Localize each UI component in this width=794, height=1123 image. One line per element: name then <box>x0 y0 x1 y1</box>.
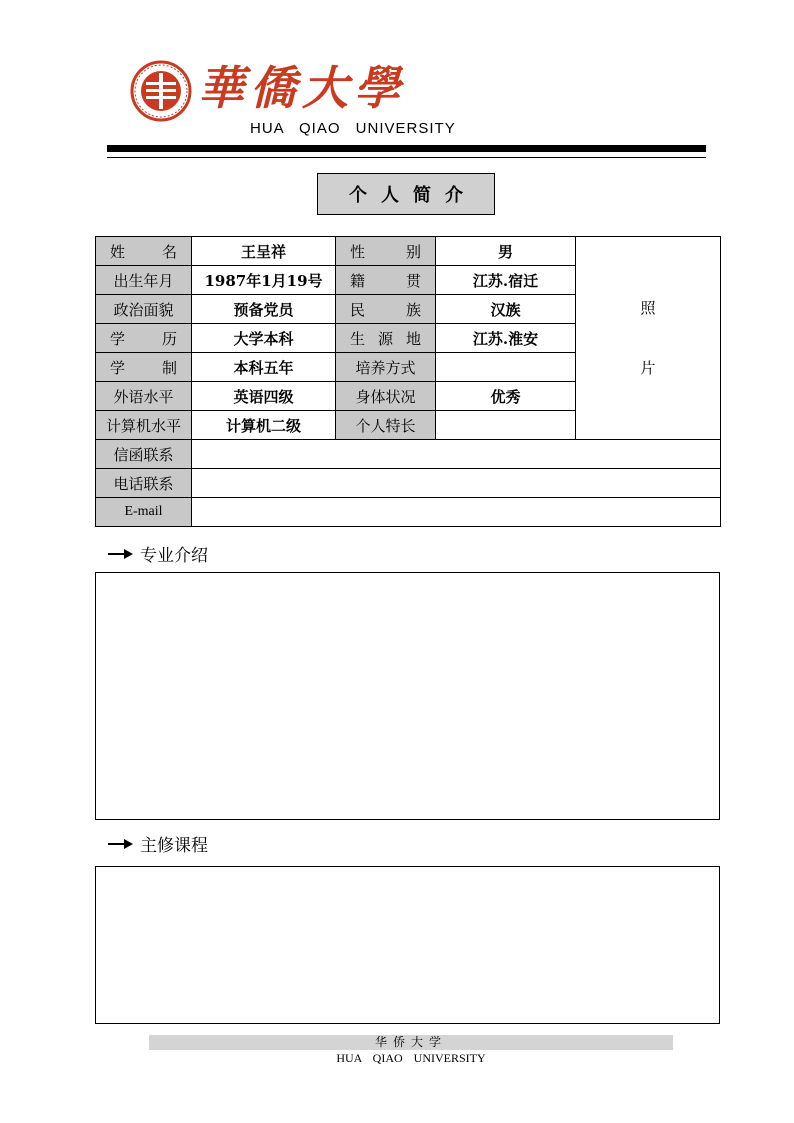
label-ethnicity: 民 族 <box>336 295 436 324</box>
section-heading-major-label: 专业介绍 <box>140 546 208 566</box>
value-computer-level: 计算机二级 <box>192 411 336 440</box>
label-specialty: 个人特长 <box>336 411 436 440</box>
value-foreign-language: 英语四级 <box>192 382 336 411</box>
value-program-length: 本科五年 <box>192 353 336 382</box>
photo-label-2: 片 <box>640 359 656 377</box>
label-education: 学 历 <box>96 324 192 353</box>
value-education: 大学本科 <box>192 324 336 353</box>
label-birth-date: 出生年月 <box>96 266 192 295</box>
page-title: 个人简介 <box>317 173 495 215</box>
label-email: E-mail <box>96 498 192 527</box>
value-birth-date: 1987年1月19号 <box>192 266 336 295</box>
label-training-mode: 培养方式 <box>336 353 436 382</box>
value-gender: 男 <box>436 237 576 266</box>
arrow-right-icon <box>108 839 134 849</box>
table-row <box>96 237 721 266</box>
university-seal-logo <box>130 60 192 122</box>
table-row <box>96 469 721 498</box>
label-political-status: 政治面貌 <box>96 295 192 324</box>
header-divider-thick <box>107 145 706 152</box>
footer-chinese-name: 华侨大学 <box>149 1035 673 1050</box>
value-political-status: 预备党员 <box>192 295 336 324</box>
value-name: 王呈祥 <box>192 237 336 266</box>
photo-placeholder <box>576 237 721 440</box>
label-program-length: 学 制 <box>96 353 192 382</box>
section-heading-courses <box>108 831 208 856</box>
value-training-mode <box>436 353 576 382</box>
photo-label-1: 照 <box>640 299 656 317</box>
value-ethnicity: 汉族 <box>436 295 576 324</box>
section-heading-courses-label: 主修课程 <box>140 836 208 856</box>
personal-info-table <box>95 236 721 527</box>
footer-english-name: HUA QIAO UNIVERSITY <box>336 1051 486 1065</box>
label-name: 姓 名 <box>96 237 192 266</box>
university-calligraphy-logo: 華僑大學 <box>198 61 406 115</box>
label-phone-contact: 电话联系 <box>96 469 192 498</box>
header-divider-thin <box>107 157 706 158</box>
label-mail-contact: 信函联系 <box>96 440 192 469</box>
section-heading-major <box>108 541 208 566</box>
label-health: 身体状况 <box>336 382 436 411</box>
label-gender: 性 别 <box>336 237 436 266</box>
value-phone-contact[interactable] <box>192 469 721 498</box>
label-origin: 生 源 地 <box>336 324 436 353</box>
main-courses-box[interactable] <box>95 866 720 1024</box>
university-english-name: HUA QIAO UNIVERSITY <box>250 120 456 137</box>
value-mail-contact[interactable] <box>192 440 721 469</box>
value-native-place: 江苏.宿迁 <box>436 266 576 295</box>
value-email[interactable] <box>192 498 721 527</box>
table-row <box>96 440 721 469</box>
arrow-right-icon <box>108 549 134 559</box>
value-origin: 江苏.淮安 <box>436 324 576 353</box>
major-intro-box[interactable] <box>95 572 720 820</box>
label-computer-level: 计算机水平 <box>96 411 192 440</box>
label-foreign-language: 外语水平 <box>96 382 192 411</box>
table-row <box>96 498 721 527</box>
value-health: 优秀 <box>436 382 576 411</box>
value-specialty <box>436 411 576 440</box>
label-native-place: 籍 贯 <box>336 266 436 295</box>
